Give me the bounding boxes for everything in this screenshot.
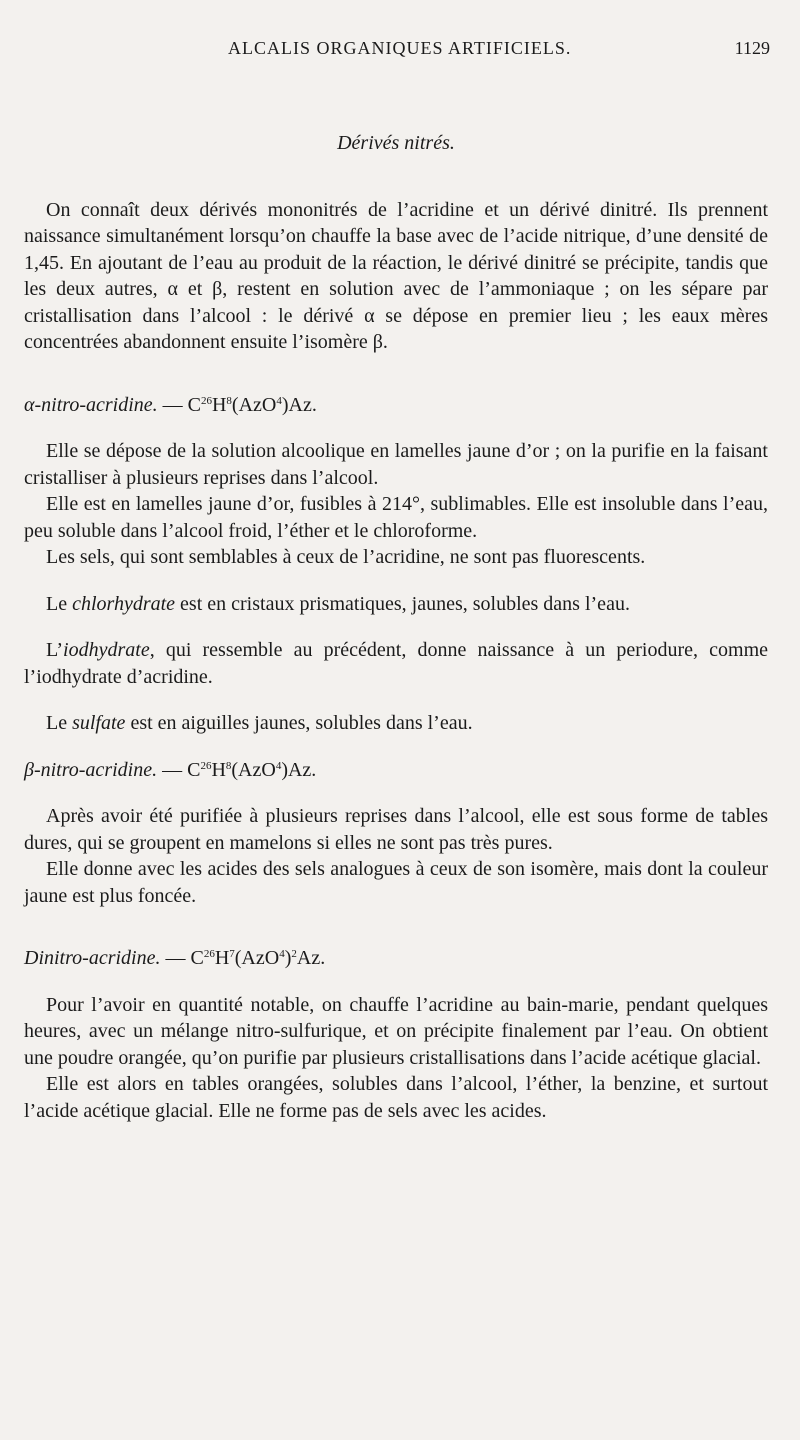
dinitro-formula: — $C^{26}H^7(AzO^4)^2Az$. [160, 947, 326, 969]
dinitro-heading [24, 945, 768, 972]
alpha-formula: — $C^{26}H^8(AzO^4)Az$. [157, 393, 317, 416]
term-chlorhydrate: chlorhydrate [72, 592, 176, 615]
intro-paragraph: On connaît deux dérivés mononitrés de l’acridine et un dérivé dinitré. Ils prennent naissance simultanément lorsqu’on chauffe la base avec de l’acide nitrique, d’une densité de 1,45. En ajoutant de l’eau au produit de la réaction, le dérivé dinitré se précipite, tandis que les deux autres, α et β, restent en solution avec de l’ammoniaque ; on les sépare par cristallisation dans l’alcool : le dérivé α se dépose en premier lieu ; les eaux mères concentrées abandonnent ensuite l’isomère β. [24, 198, 768, 353]
dinitro-paragraph-2: Elle est alors en tables orangées, solubles dans l’alcool, l’éther, la benzine, et surtout l’acide acétique glacial. Elle ne forme pas de sels avec les acides. [24, 1073, 768, 1122]
alpha-compound-name: α-nitro-acridine. [24, 393, 158, 416]
beta-compound-name: β-nitro-acridine. [24, 758, 158, 781]
page-body [24, 130, 768, 1124]
dinitro-paragraph-1: Pour l’avoir en quantité notable, on chauffe l’acridine au bain-marie, pendant quelques heures, avec un mélange nitro-sulfurique, et on précipite finalement par l’eau. On obtient une poudre orangée, qu’on purifie par plusieurs cristallisations dans l’acide acétique glacial. [24, 993, 768, 1069]
term-iodhydrate: iodhydrate [63, 639, 150, 661]
term-sulfate: sulfate [72, 712, 126, 734]
alpha-paragraph-chlorhydrate: Le chlorhydrate est en cristaux prismatiques, jaunes, solubles dans l’eau. [46, 592, 630, 615]
running-title: ALCALIS ORGANIQUES ARTIFICIELS. [228, 38, 572, 58]
alpha-paragraph-3: Les sels, qui sont semblables à ceux de l’acridine, ne sont pas fluorescents. [46, 546, 646, 568]
alpha-paragraph-2: Elle est en lamelles jaune d’or, fusibles à 214°, sublimables. Elle est insoluble dans l’eau, peu soluble dans l’alcool froid, l’éther et le chloroforme. [24, 493, 768, 542]
beta-paragraph-1: Après avoir été purifiée à plusieurs reprises dans l’alcool, elle est sous forme de tables dures, qui se groupent en mamelons si elles ne sont pas très pures. [24, 805, 768, 854]
beta-heading [24, 757, 768, 784]
alpha-paragraph-1: Elle se dépose de la solution alcoolique en lamelles jaune d’or ; on la purifie en la faisant cristalliser à plusieurs reprises dans l’alcool. [24, 440, 768, 489]
dinitro-compound-name: Dinitro-acridine. [24, 947, 161, 969]
alpha-paragraph-sulfate: Le sulfate est en aiguilles jaunes, solubles dans l’eau. [46, 712, 473, 734]
section-title: Dérivés nitrés. [337, 132, 455, 154]
page-number: 1129 [734, 38, 770, 58]
alpha-paragraph-iodhydrate: L’iodhydrate, qui ressemble au précédent, donne naissance à un periodure, comme l’iodhydrate d’acridine. [24, 639, 768, 688]
alpha-heading [24, 392, 768, 419]
beta-formula: — $C^{26}H^8(AzO^4)Az$. [157, 758, 317, 781]
running-header [0, 38, 800, 68]
beta-paragraph-2: Elle donne avec les acides des sels analogues à ceux de son isomère, mais dont la couleur jaune est plus foncée. [24, 858, 768, 907]
